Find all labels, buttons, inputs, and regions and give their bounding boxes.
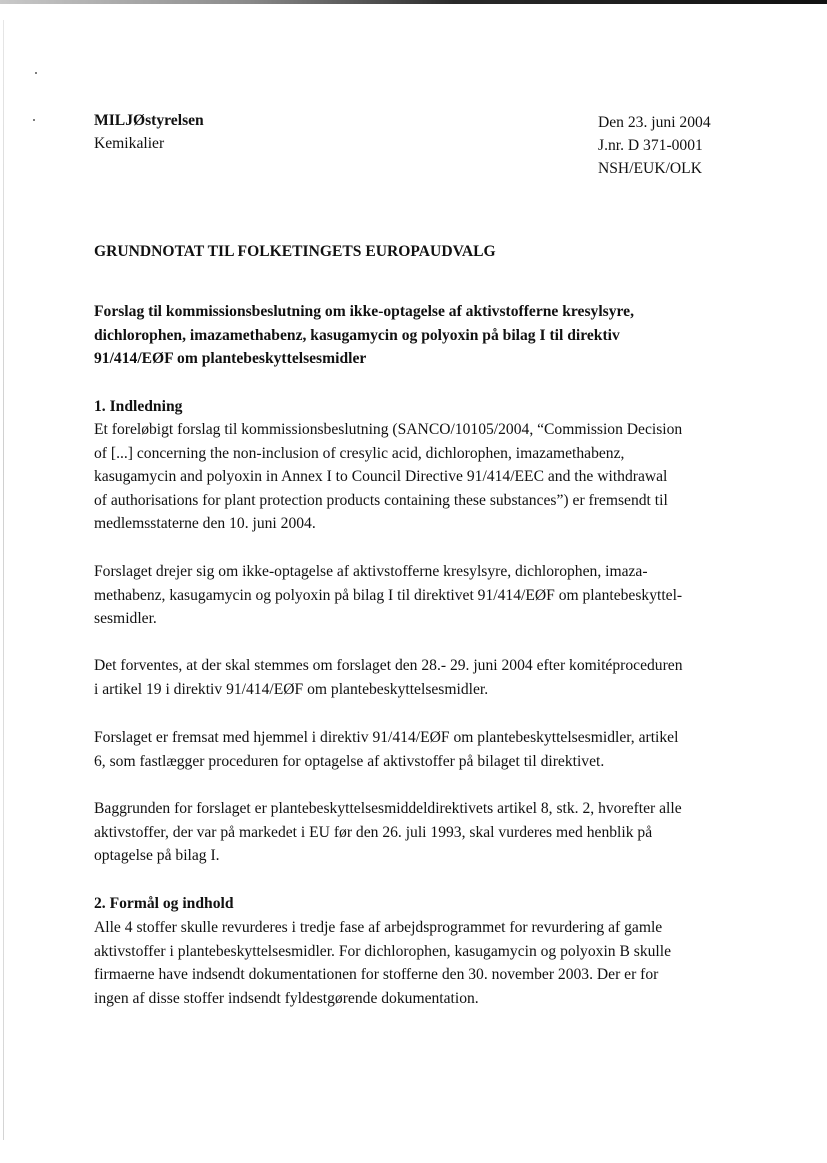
subject-line: Forslag til kommissionsbeslutning om ikke-optagelse af aktivstofferne kresylsyre, (94, 303, 635, 320)
text-line: aktivstoffer, der var på markedet i EU før den 26. juli 1993, skal vurderes med henblik på (94, 823, 653, 841)
section-1-paragraph-5 (94, 797, 774, 868)
section-1-paragraph-3 (94, 654, 774, 701)
scan-speck (33, 119, 35, 121)
text-line: Et foreløbigt forslag til kommissionsbeslutning (SANCO/10105/2004, “Commission Decision (94, 421, 683, 438)
section-1-paragraph-2 (94, 560, 774, 631)
text-line: Forslaget er fremsat med hjemmel i direktiv 91/414/EØF om plantebeskyttelsesmidler, artikel (94, 729, 679, 746)
sender-dept: Kemikalier (94, 135, 165, 152)
text-line: of authorisations for plant protection products containing these substances”) er fremsendt til (94, 491, 668, 509)
text-line: sesmidler. (94, 610, 157, 627)
scan-edge-left (3, 20, 4, 1140)
text-line: 6, som fastlægger proceduren for optagelse af aktivstoffer på bilaget til direktivet. (94, 752, 605, 770)
subject-line: dichlorophen, imazamethabenz, kasugamycin og polyoxin på bilag I til direktiv (94, 326, 620, 344)
scan-edge-top (0, 0, 827, 4)
sender-org: MILJØstyrelsen (94, 112, 204, 129)
text-line: ingen af disse stoffer indsendt fyldestgørende dokumentation. (94, 989, 479, 1007)
text-line: i artikel 19 i direktiv 91/414/EØF om plantebeskyttelsesmidler. (94, 680, 489, 698)
subject-line: 91/414/EØF om plantebeskyttelsesmidler (94, 350, 367, 367)
scan-speck (35, 72, 37, 74)
text-line: of [...] concerning the non-inclusion of cresylic acid, dichlorophen, imazamethabenz, (94, 444, 625, 462)
text-line: methabenz, kasugamycin og polyoxin på bilag I til direktivet 91/414/EØF om plantebeskyttel- (94, 586, 683, 604)
text-line: kasugamycin and polyoxin in Annex I to Council Directive 91/414/EEC and the withdrawal (94, 468, 668, 485)
text-line: aktivstoffer i plantebeskyttelsesmidler. For dichlorophen, kasugamycin og polyoxin B skulle (94, 942, 672, 960)
text-line: Alle 4 stoffer skulle revurderes i tredje fase af arbejdsprogrammet for revurdering af gamle (94, 919, 663, 936)
section-1-paragraph-4 (94, 726, 774, 773)
section-2-paragraph-1 (94, 916, 774, 1010)
reference-initials: NSH/EUK/OLK (598, 160, 702, 177)
text-line: medlemsstaterne den 10. juni 2004. (94, 515, 316, 532)
document-heading: GRUNDNOTAT TIL FOLKETINGETS EUROPAUDVALG (94, 243, 496, 260)
subject-block (94, 300, 774, 371)
text-line: Baggrunden for forslaget er plantebeskyttelsesmiddeldirektivets artikel 8, stk. 2, hvorefter alle (94, 800, 682, 817)
text-line: optagelse på bilag I. (94, 847, 220, 864)
text-line: firmaerne have indsendt dokumentationen for stofferne den 30. november 2003. Der er for (94, 966, 659, 983)
document-date: Den 23. juni 2004 (598, 114, 711, 131)
text-line: Det forventes, at der skal stemmes om forslaget den 28.- 29. juni 2004 efter komitéproceduren (94, 657, 683, 674)
section-1-paragraph-1 (94, 418, 774, 536)
journal-number: J.nr. D 371-0001 (598, 137, 703, 154)
section-2-title: 2. Formål og indhold (94, 895, 234, 912)
section-1-title: 1. Indledning (94, 398, 183, 415)
text-line: Forslaget drejer sig om ikke-optagelse af aktivstofferne kresylsyre, dichlorophen, imaza- (94, 563, 648, 580)
